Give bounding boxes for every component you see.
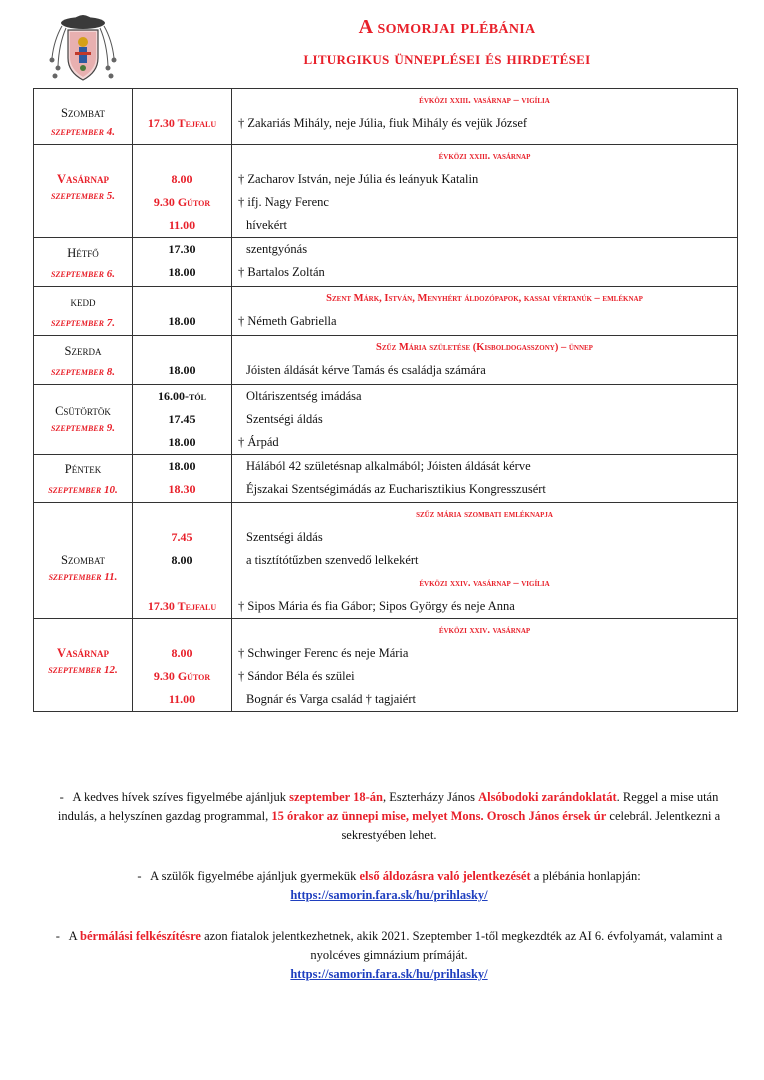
day-date: szeptember 10. (48, 484, 118, 496)
intention-text: Szentségi áldás (246, 530, 323, 544)
announcement-pilgrimage (48, 788, 730, 845)
schedule-row-sep-9 (34, 385, 738, 455)
day-name: kedd (70, 295, 96, 309)
intention-text: † Schwinger Ferenc és neje Mária (238, 646, 409, 660)
intention-text: † Árpád (238, 435, 279, 449)
day-name: Hétfő (67, 246, 99, 260)
announcements (48, 788, 730, 996)
notice-highlight: bérmálási felkészítésre (80, 929, 201, 943)
day-name: Szombat (61, 553, 105, 567)
intention-text: a tisztítótűzben szenvedő lelkekért (246, 553, 419, 567)
time-entry: 8.00 (171, 172, 193, 186)
day-cell (34, 619, 133, 712)
intention-text: Szentségi áldás (246, 412, 323, 426)
time-entry: 17.30 Tejfalu (147, 599, 217, 613)
intention-cell (232, 619, 738, 712)
intention-text: hívekért (246, 218, 287, 232)
time-entry: 11.00 (168, 218, 196, 232)
day-name: Szombat (61, 106, 105, 120)
day-cell (34, 287, 133, 336)
day-cell (34, 89, 133, 145)
day-date: szeptember 4. (51, 126, 115, 138)
liturgical-day-heading: évközi xxiii. vasárnap – vigília (419, 95, 550, 106)
intention-text: † Zacharov István, neje Júlia és leányuk Katalin (238, 172, 479, 186)
bullet-dash: - (59, 790, 64, 804)
day-cell (34, 385, 133, 455)
bullet-dash: - (137, 869, 142, 883)
time-entry: 18.00 (168, 265, 196, 279)
day-cell (34, 336, 133, 385)
page-title (130, 16, 764, 69)
intention-text: † Sipos Mária és fia Gábor; Sipos György és neje Anna (238, 599, 515, 613)
time-cell (133, 238, 232, 287)
time-entry: 17.30 Tejfalu (147, 116, 217, 130)
day-date: szeptember 9. (51, 422, 115, 434)
day-date: szeptember 8. (51, 366, 115, 378)
liturgical-day-heading: évközi xxiii. vasárnap (438, 151, 531, 162)
notice-text: celebrál. Jelentkezni a sekrestyében lehet. (341, 809, 721, 842)
title-line-2: liturgikus ünneplései és hirdetései (303, 48, 591, 68)
title-line-1: A somorjai plébánia (358, 16, 536, 38)
intention-cell (232, 238, 738, 287)
time-cell (133, 336, 232, 385)
notice-text: . Reggel a mise után indulás, a helyszínen gazdag programmal, (57, 790, 719, 823)
intention-text: Éjszakai Szentségimádás az Eucharisztikius Kongresszusért (246, 482, 546, 496)
time-entry: 8.00 (171, 646, 193, 660)
schedule-row-sep-11 (34, 503, 738, 619)
notice-highlight: első áldozásra való jelentkezését (359, 869, 531, 883)
intention-text: † Bartalos Zoltán (238, 265, 325, 279)
schedule-row-sep-12 (34, 619, 738, 712)
liturgical-day-heading: évközi xxiv. vasárnap – vigília (419, 578, 550, 589)
day-cell (34, 145, 133, 238)
day-date: szeptember 5. (51, 190, 115, 202)
time-cell (133, 503, 232, 619)
time-cell (133, 619, 232, 712)
notice-text: , Eszterházy János (382, 790, 479, 804)
time-entry: 16.00-tól (158, 389, 206, 403)
registration-link[interactable]: https://samorin.fara.sk/hu/prihlasky/ (290, 888, 488, 902)
time-cell (133, 89, 232, 145)
day-date: szeptember 11. (48, 571, 118, 583)
time-cell (133, 145, 232, 238)
time-entry: 18.30 (168, 482, 196, 496)
day-name: Vasárnap (56, 646, 110, 660)
day-cell (34, 503, 133, 619)
intention-text: † Sándor Béla és szülei (238, 669, 355, 683)
intention-text: Oltáriszentség imádása (246, 389, 362, 403)
day-date: szeptember 7. (51, 317, 115, 329)
day-cell (34, 238, 133, 287)
time-entry: 17.45 (168, 412, 196, 426)
intention-cell (232, 503, 738, 619)
schedule-row-sep-6 (34, 238, 738, 287)
bullet-dash: - (55, 929, 60, 943)
intention-cell (232, 287, 738, 336)
schedule-row-sep-8 (34, 336, 738, 385)
intention-text: † Zakariás Mihály, neje Júlia, fiuk Mihály és vejük József (238, 116, 528, 130)
notice-text: a plébánia honlapján: (530, 869, 641, 883)
intention-text: Jóisten áldását kérve Tamás és családja számára (246, 363, 486, 377)
time-entry: 18.00 (168, 363, 196, 377)
time-entry: 18.00 (168, 435, 196, 449)
intention-text: szentgyónás (246, 242, 308, 256)
time-entry: 18.00 (168, 314, 196, 328)
schedule-row-sep-7 (34, 287, 738, 336)
time-entry: 9.30 Gútor (153, 669, 211, 683)
time-cell (133, 455, 232, 503)
schedule-row-sep-10 (34, 455, 738, 503)
time-entry: 7.45 (171, 530, 193, 544)
notice-highlight: Alsóbodoki zarándoklatát (478, 790, 617, 804)
liturgical-day-heading: évközi xxiv. vasárnap (438, 625, 531, 636)
notice-highlight: 15 órakor az ünnepi mise, melyet Mons. Orosch János érsek úr (271, 809, 607, 823)
time-entry: 18.00 (168, 459, 196, 473)
intention-text: Hálából 42 születésnap alkalmából; Jóisten áldását kérve (246, 459, 531, 473)
notice-text: A (68, 929, 81, 943)
registration-link[interactable]: https://samorin.fara.sk/hu/prihlasky/ (290, 967, 488, 981)
intention-text: † ifj. Nagy Ferenc (238, 195, 329, 209)
day-name: Vasárnap (56, 172, 110, 186)
day-name: Csütörtök (55, 404, 111, 418)
intention-cell (232, 89, 738, 145)
time-cell (133, 385, 232, 455)
intention-cell (232, 455, 738, 503)
liturgical-day-heading: szűz mária szombati emléknapja (416, 509, 553, 520)
time-cell (133, 287, 232, 336)
notice-text: azon fiatalok jelentkezhetnek, akik 2021. Szeptember 1-től megkezdték az AI 6. évfolyamát, valamint a nyolcéves gimnázium prímáját. (200, 929, 723, 962)
notice-text: A szülők figyelmébe ajánljuk gyermekük (150, 869, 360, 883)
time-entry: 11.00 (168, 692, 196, 706)
liturgical-day-heading: Szűz Mária születése (Kisboldogasszony) – ünnep (376, 342, 593, 353)
day-date: szeptember 12. (48, 664, 118, 676)
intention-text: Bognár és Varga család † tagjaiért (246, 692, 416, 706)
time-entry: 8.00 (171, 553, 193, 567)
day-cell (34, 455, 133, 503)
notice-text: A kedves hívek szíves figyelmébe ajánljuk (72, 790, 290, 804)
day-date: szeptember 6. (51, 268, 115, 280)
schedule-row-sep-4 (34, 89, 738, 145)
intention-cell (232, 145, 738, 238)
intention-cell (232, 336, 738, 385)
day-name: Szerda (64, 344, 102, 358)
parish-coat-of-arms-logo (44, 10, 122, 84)
liturgical-day-heading: Szent Márk, István, Menyhért áldozópapok, kassai vértanúk – emléknap (326, 293, 643, 304)
time-entry: 9.30 Gútor (153, 195, 211, 209)
liturgy-schedule-table (33, 88, 738, 712)
announcement-confirmation (48, 927, 730, 984)
day-name: Péntek (64, 462, 102, 476)
notice-highlight: szeptember 18-án (289, 790, 383, 804)
time-entry: 17.30 (168, 242, 196, 256)
intention-text: † Németh Gabriella (238, 314, 337, 328)
schedule-row-sep-5 (34, 145, 738, 238)
intention-cell (232, 385, 738, 455)
announcement-first-communion (48, 867, 730, 905)
